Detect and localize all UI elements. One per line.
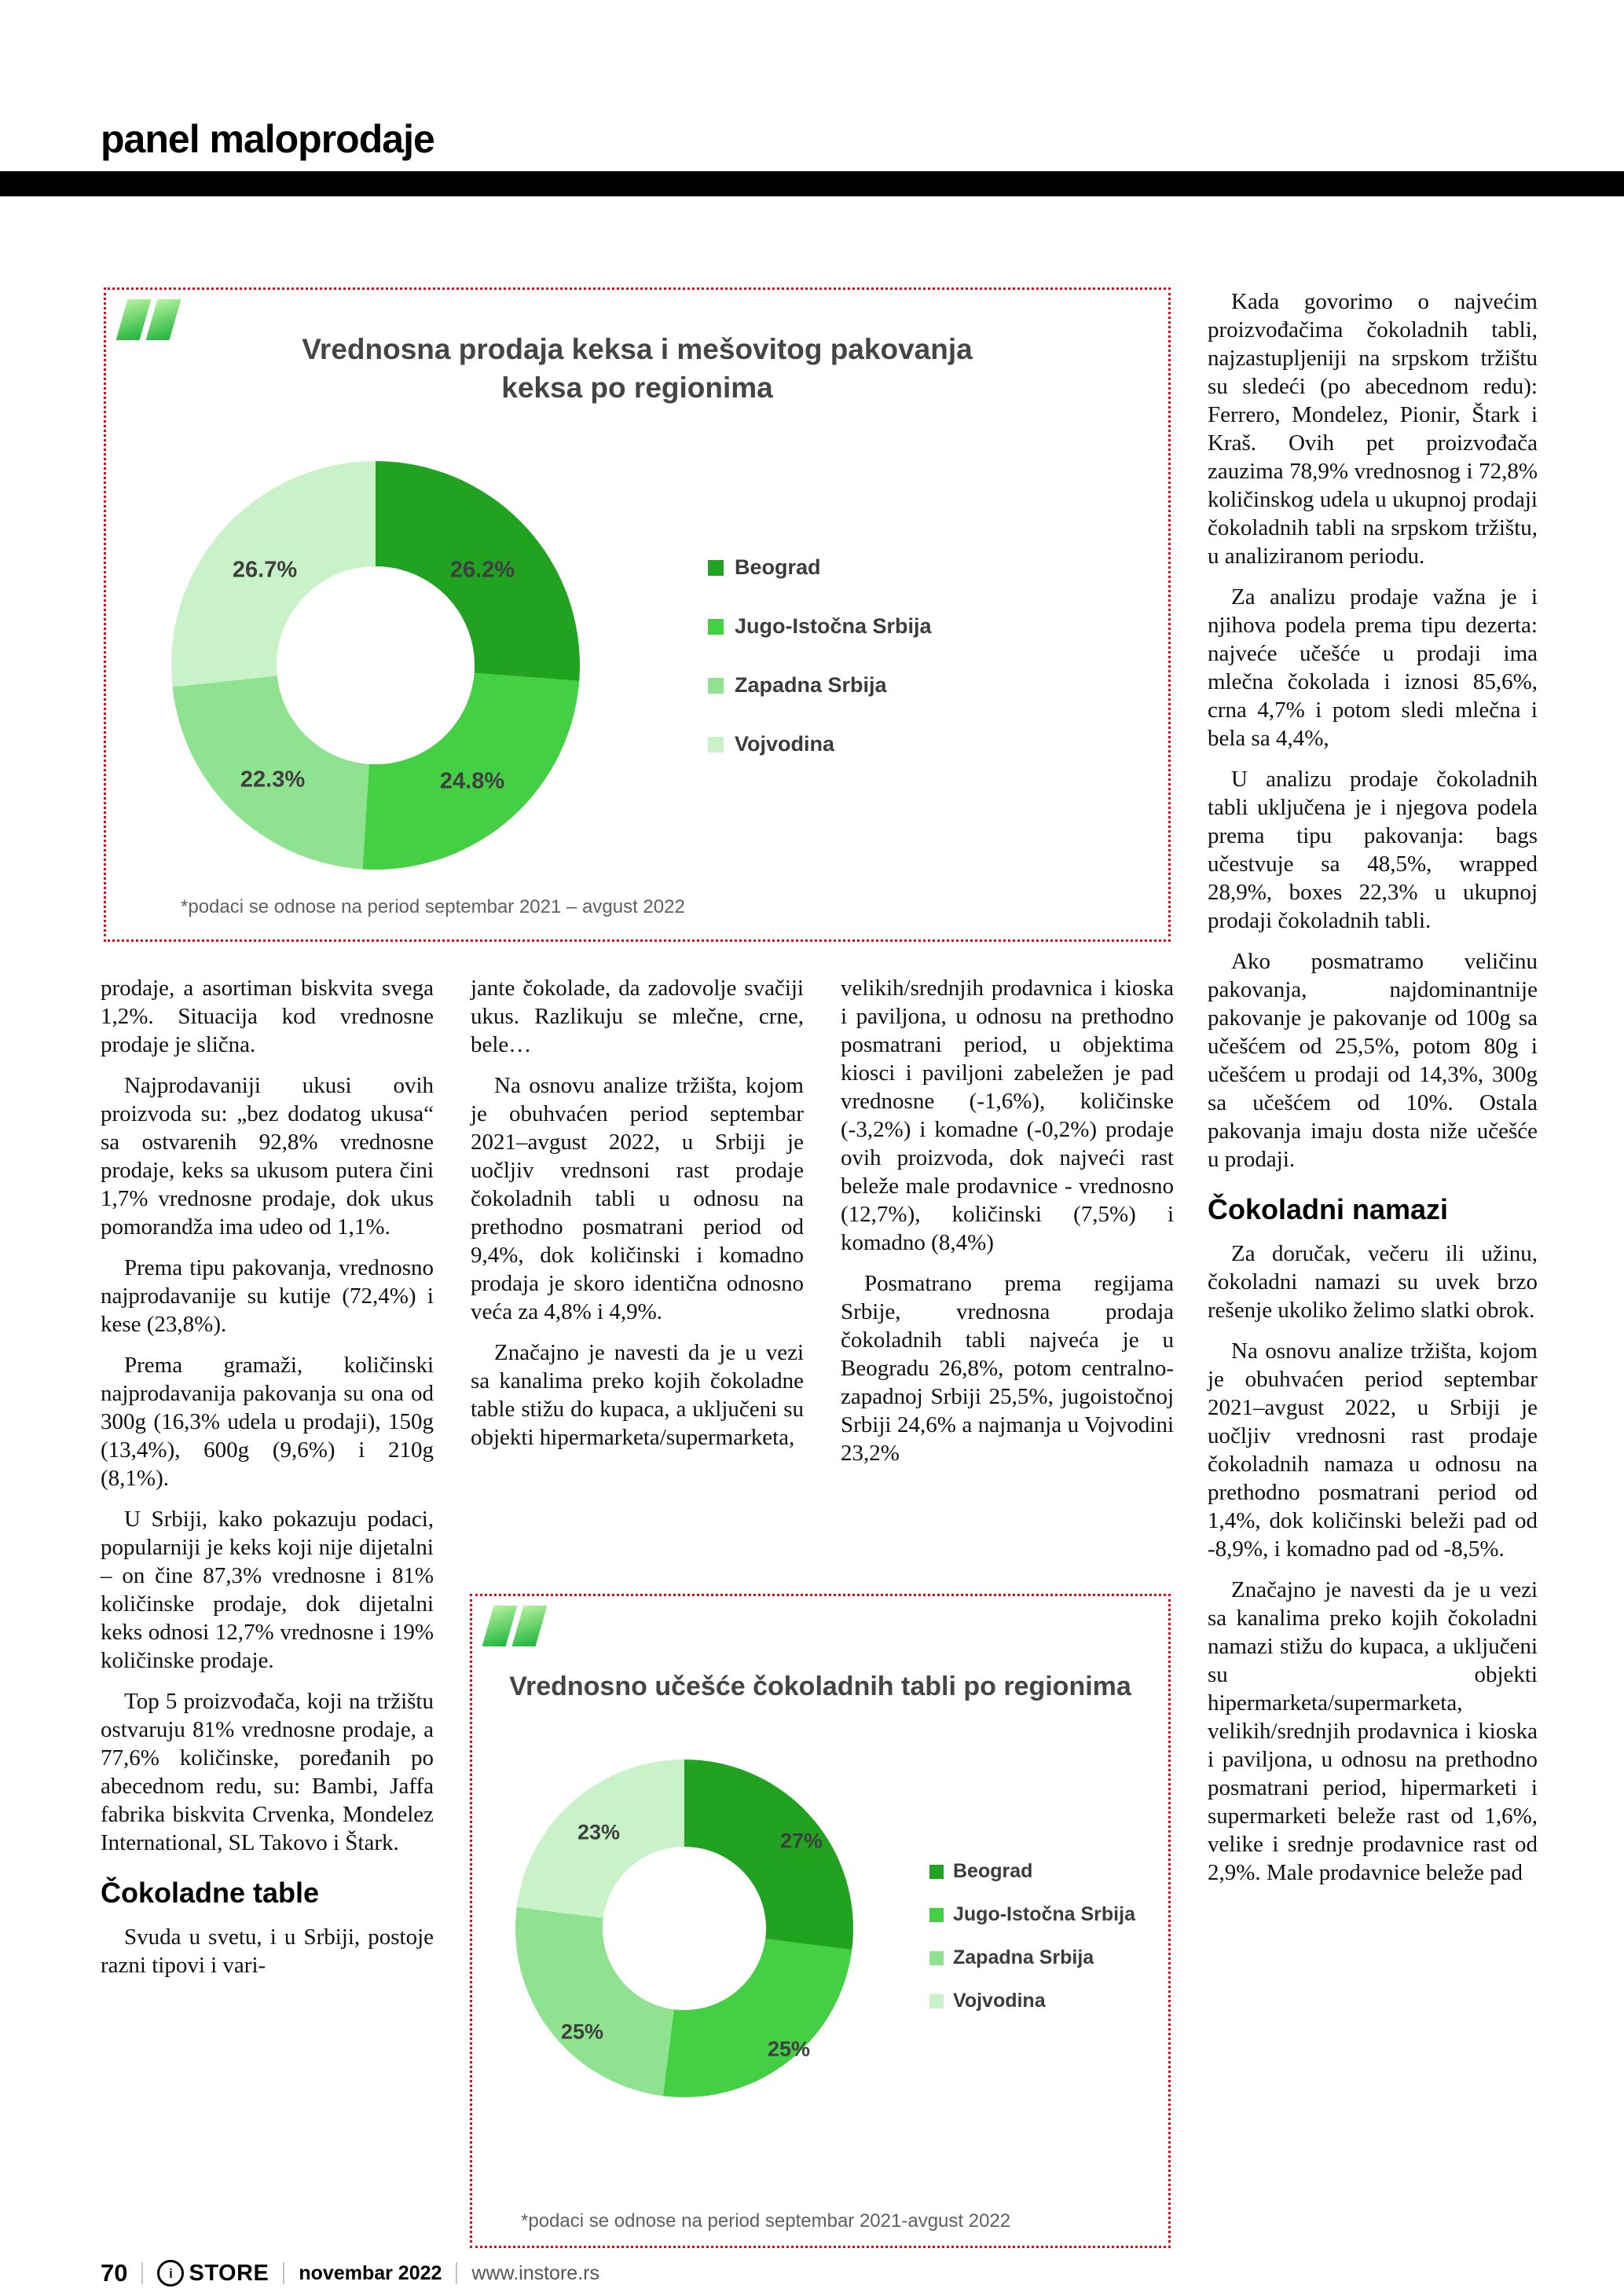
legend-item-jugoistocna-srbija — [708, 614, 932, 639]
chart-box-keks — [104, 287, 1171, 942]
legend-swatch — [708, 619, 724, 635]
chart-footnote: *podaci se odnose na period septembar 2021 – avgust 2022 — [181, 896, 685, 917]
paragraph: velikih/srednjih prodavnica i kioska i paviljona, u odnosu na prethodno posmatrani period, u objektima kiosci i paviljoni zabeležen je pad vrednosne (-1,6%), količinske (-3,2%) i komadne (-0,2%) prodaje ovih proizvoda, dok najveći rast beleže male prodavnice - vrednosno (12,7%), količinski (7,5%) i komadno (8,4%) — [841, 976, 1174, 1255]
legend-swatch — [929, 1994, 944, 2009]
heading-cokoladni-namazi: Čokoladni namazi — [1208, 1193, 1449, 1225]
paragraph: Prema tipu pakovanja, vrednosno najprodavanije su kutije (72,4%) i kese (23,8%). — [101, 1255, 434, 1337]
footer-divider — [141, 2262, 143, 2284]
paragraph: Svuda u svetu, i u Srbiji, postoje razni tipovi i vari- — [101, 1924, 434, 1978]
paragraph: Značajno je navesti da je u vezi sa kanalima preko kojih čokoladne table stižu do kupaca, a uključeni su objekti hipermarketa/supermarketa, — [471, 1340, 804, 1450]
legend-swatch — [929, 1865, 944, 1879]
slice-label-jugoistocna: 25% — [767, 2037, 811, 2061]
donut-hole — [277, 566, 475, 764]
paragraph: U analizu prodaje čokoladnih tabli uključena je i njegova podela prema tipu pakovanja: bags učestvuje sa 48,5%, wrapped 28,9%, boxes 22,3% u ukupnoj prodaji čokoladnih tabli. — [1208, 767, 1538, 933]
legend-swatch — [708, 737, 724, 753]
website-url: www.instore.rs — [471, 2261, 599, 2284]
legend-label: Jugo-Istočna Srbija — [735, 614, 932, 638]
slice-label-vojvodina: 23% — [577, 1820, 621, 1844]
legend-swatch — [708, 560, 724, 576]
slice-label-beograd: 26.2% — [449, 557, 515, 583]
paragraph: U Srbiji, kako pokazuju podaci, popularniji je keks koji nije dijetalni – on čine 87,3% vrednosne i 81% količinske prodaje, dok dijetalni keks odnosi 12,7% vrednosne i 19% količinske prodaje. — [101, 1507, 434, 1673]
legend-item-beograd — [929, 1860, 1135, 1883]
quote-icon — [117, 299, 180, 346]
instore-brand — [157, 2260, 269, 2287]
paragraph: Top 5 proizvođača, koji na tržištu ostvaruju 81% vrednosne prodaje, a 77,6% količinske, poređanih po abecednom redu, su: Bambi, Jaffa fabrika biskvita Crvenka, Mondelez International, SL Takovo i Štark. — [101, 1689, 434, 1855]
page-number: 70 — [101, 2259, 128, 2287]
instore-logo-icon: i — [157, 2260, 184, 2287]
chart-legend-table — [929, 1860, 1135, 2033]
paragraph: jante čokolade, da zadovolje svačiji ukus. Razlikuju se mlečne, crne, bele… — [471, 976, 804, 1057]
chart-title-keks: Vrednosna prodaja keksa i mešovitog pakovanja keksa po regionima — [302, 333, 973, 404]
chart-title-table: Vrednosno učešće čokoladnih tabli po regionima — [509, 1672, 1131, 1701]
legend-label: Zapadna Srbija — [953, 1946, 1094, 1968]
slice-label-beograd: 27% — [779, 1829, 823, 1853]
slice-label-zapadna: 22.3% — [240, 767, 306, 793]
footer-divider — [283, 2262, 284, 2284]
text-column-1 — [101, 974, 434, 1992]
legend-label: Beograd — [735, 555, 821, 579]
paragraph: prodaje, a asortiman biskvita svega 1,2%. Situacija kod vrednosne prodaje je slična. — [101, 976, 434, 1057]
paragraph: Za analizu prodaje važna je i njihova podela prema tipu dezerta: najveće učešće u prodaji ima mlečna čokolada i iznosi 85,6%, crna 4,7% i potom sledi mlečna i bela sa 4,4%, — [1208, 584, 1538, 751]
legend-label: Vojvodina — [735, 732, 835, 756]
legend-item-vojvodina — [929, 1990, 1135, 2012]
text-column-3 — [841, 974, 1174, 1480]
legend-label: Beograd — [953, 1860, 1033, 1882]
quote-icon — [483, 1606, 546, 1653]
issue-date: novembar 2022 — [299, 2261, 442, 2284]
text-column-4 — [1208, 287, 1538, 1899]
paragraph: Kada govorimo o najvećim proizvođačima čokoladnih tabli, najzastupljeniji na srpskom tržištu su sledeći (po abecednom redu): Ferrero, Mondelez, Pionir, Štark i Kraš. Ovih pet proizvođača zauzima 78,9% vrednosnog i 72,8% količinskog udela u ukupnoj prodaji čokoladnih tabli na srpskom tržištu, u analiziranom periodu. — [1208, 289, 1538, 569]
legend-item-zapadna-srbija — [929, 1946, 1135, 1969]
paragraph: Ako posmatramo veličinu pakovanja, najdominantnije pakovanje je pakovanje od 100g sa učešćem od 25,5%, potom 80g i učešćem u prodaji od 14,3%, 300g sa učešćem od 10%. Ostala pakovanja imaju dosta niže učešće u prodaji. — [1208, 949, 1538, 1172]
section-title: panel maloprodaje — [101, 117, 434, 161]
brand-name: STORE — [189, 2260, 269, 2286]
page-footer — [101, 2259, 599, 2287]
legend-label: Jugo-Istočna Srbija — [953, 1903, 1135, 1925]
legend-swatch — [929, 1908, 944, 1922]
slice-label-jugoistocna: 24.8% — [439, 768, 505, 794]
legend-item-jugoistocna-srbija — [929, 1903, 1135, 1926]
slice-label-vojvodina: 26.7% — [232, 557, 298, 583]
legend-label: Vojvodina — [953, 1990, 1046, 2012]
paragraph: Posmatrano prema regijama Srbije, vrednosna prodaja čokoladnih tabli najveća je u Beogradu 26,8%, potom centralno-zapadnoj Srbiji 25,5%, jugoistočnoj Srbiji 24,6% a najmanja u Vojvodini 23,2% — [841, 1271, 1174, 1466]
heading-cokoladne-table: Čokoladne table — [101, 1877, 320, 1909]
paragraph: Za doručak, večeru ili užinu, čokoladni namazi su uvek brzo rešenje ukoliko želimo slatki obrok. — [1208, 1241, 1538, 1323]
paragraph: Na osnovu analize tržišta, kojom je obuhvaćen period septembar 2021–avgust 2022, u Srbiji je uočljiv vrednosni rast prodaje čokoladnih namaza u odnosu na prethodno posmatrani period od 1,4%, dok količinski beleži pad od -8,9%, i komadno pad od -8,5%. — [1208, 1338, 1538, 1562]
header-rule — [0, 171, 1624, 196]
chart-legend-keks — [708, 555, 932, 791]
donut-chart-keks — [171, 461, 580, 870]
legend-item-zapadna-srbija — [708, 673, 932, 698]
paragraph: Na osnovu analize tržišta, kojom je obuhvaćen period septembar 2021–avgust 2022, u Srbiji je uočljiv vrednsoni rast prodaje čokoladnih tabli u odnosu na prethodno posmatrani period od 9,4%, dok količinski i komadno prodaja je skoro identična odnosno veća za 4,8% i 4,9%. — [471, 1073, 804, 1324]
paragraph: Značajno je navesti da je u vezi sa kanalima preko kojih čokoladni namazi stižu do kupaca, a uključeni su objekti hipermarketa/supermarketa, velikih/srednjih prodavnica i kioska i paviljona, u odnosu na prethodno posmatrani period, hipermarketi i supermarketi beleže rast od 1,6%, velike i srednje prodavnice rast od 2,9%. Male prodavnice beleže pad — [1208, 1577, 1538, 1885]
legend-swatch — [929, 1951, 944, 1965]
donut-hole — [603, 1847, 766, 2010]
chart-footnote: *podaci se odnose na period septembar 2021-avgust 2022 — [521, 2210, 1011, 2232]
slice-label-zapadna: 25% — [560, 2020, 604, 2044]
legend-swatch — [708, 678, 724, 694]
text-column-2 — [471, 974, 804, 1464]
paragraph: Prema gramaži, količinski najprodavanija pakovanja su ona od 300g (16,3% udela u prodaji), 150g (13,4%), 600g (9,6%) i 210g (8,1%). — [101, 1353, 434, 1491]
chart-box-cokoladne-table — [470, 1594, 1171, 2248]
legend-label: Zapadna Srbija — [735, 673, 887, 697]
legend-item-beograd — [708, 555, 932, 580]
legend-item-vojvodina — [708, 732, 932, 756]
footer-divider — [456, 2262, 457, 2284]
paragraph: Najprodavaniji ukusi ovih proizvoda su: „bez dodatog ukusa“ sa ostvarenih 92,8% vrednosne prodaje, keks sa ukusom putera čini 1,7% vrednosne prodaje, dok ukus pomorandža ima udeo od 1,1%. — [101, 1073, 434, 1240]
